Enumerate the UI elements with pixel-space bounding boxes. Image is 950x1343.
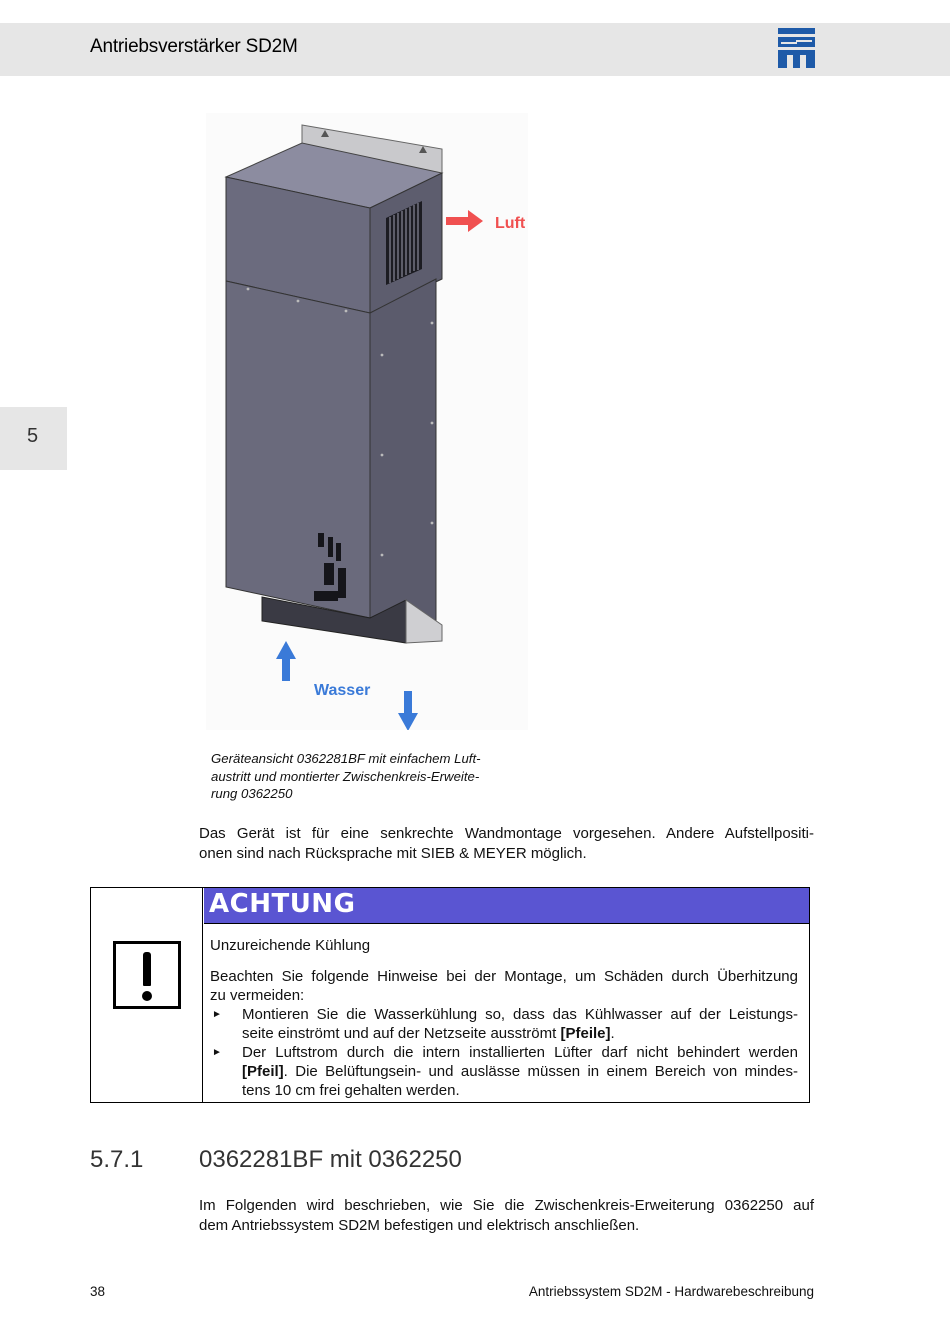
bullet-reference: [Pfeil] (242, 1063, 284, 1080)
footer-document-title: Antriebssystem SD2M - Hardwarebeschreibung (528, 1284, 814, 1299)
chapter-number: 5 (27, 425, 39, 447)
bullet-text: . (610, 1025, 615, 1042)
warning-bullet-1 (210, 1005, 798, 1043)
page-header (0, 23, 950, 76)
warning-icon-cell (91, 888, 203, 1102)
bullet-line: Montieren Sie die Wasserkühlung so, dass das Kühlwasser auf der Leistungs- (242, 1006, 798, 1023)
device-figure (206, 113, 528, 730)
section-paragraph (199, 1196, 814, 1235)
water-inlet-arrow-icon (276, 641, 296, 681)
paragraph-line: Im Folgenden wird beschrieben, wie Sie die Zwischenkreis-Erweiterung 0362250 auf (199, 1197, 814, 1214)
caption-line: rung 0362250 (211, 786, 293, 801)
warning-text-line: Beachten Sie folgende Hinweise bei der Montage, um Schäden durch Überhitzung (210, 968, 798, 985)
label-wasser: Wasser (314, 682, 371, 699)
paragraph-line: onen sind nach Rücksprache mit SIEB & MEYER möglich. (199, 844, 587, 862)
label-luft: Luft (495, 215, 526, 232)
warning-body (210, 936, 798, 1100)
bullet-reference: [Pfeile] (560, 1025, 611, 1042)
warning-text-line: zu vermeiden: (210, 987, 305, 1004)
document-title: Antriebsverstärker SD2M (90, 36, 298, 57)
warning-box (90, 887, 810, 1103)
caption-line: austritt und montierter Zwischenkreis-Erweite- (211, 768, 480, 784)
bullet-marker-icon: ► (212, 1047, 222, 1058)
paragraph-line: Das Gerät ist für eine senkrechte Wandmontage vorgesehen. Andere Aufstellpositi- (199, 825, 814, 842)
intro-paragraph (199, 824, 814, 863)
air-arrow-icon (446, 210, 483, 232)
warning-bullet-2 (210, 1043, 798, 1100)
warning-subtitle: Unzureichende Kühlung (210, 937, 371, 954)
bullet-line: tens 10 cm frei gehalten werden. (242, 1082, 460, 1099)
chapter-tab (0, 407, 67, 470)
bullet-line (242, 1062, 798, 1081)
figure-caption (211, 750, 511, 803)
bullet-text: seite einströmt und auf der Netzseite ausströmt (242, 1025, 561, 1042)
bullet-line: Der Luftstrom durch die intern installierten Lüfter darf nicht behindert werden (242, 1044, 798, 1061)
bullet-text: . Die Belüftungsein- und auslässe müssen in einem Bereich von mindes- (283, 1063, 798, 1080)
device-illustration (206, 113, 528, 730)
bullet-line (242, 1024, 798, 1043)
warning-heading: ACHTUNG (209, 889, 356, 919)
bullet-marker-icon: ► (212, 1009, 222, 1020)
section-title: 0362281BF mit 0362250 (199, 1146, 462, 1173)
caption-line: Geräteansicht 0362281BF mit einfachem Luft- (211, 751, 481, 766)
paragraph-line: dem Antriebssystem SD2M befestigen und elektrisch anschließen. (199, 1216, 640, 1234)
exclamation-icon (113, 941, 181, 1009)
water-outlet-arrow-icon (398, 691, 418, 730)
page-number: 38 (90, 1284, 106, 1299)
section-number: 5.7.1 (90, 1146, 144, 1173)
warning-heading-bar (204, 888, 809, 924)
sieb-meyer-logo (778, 28, 815, 68)
